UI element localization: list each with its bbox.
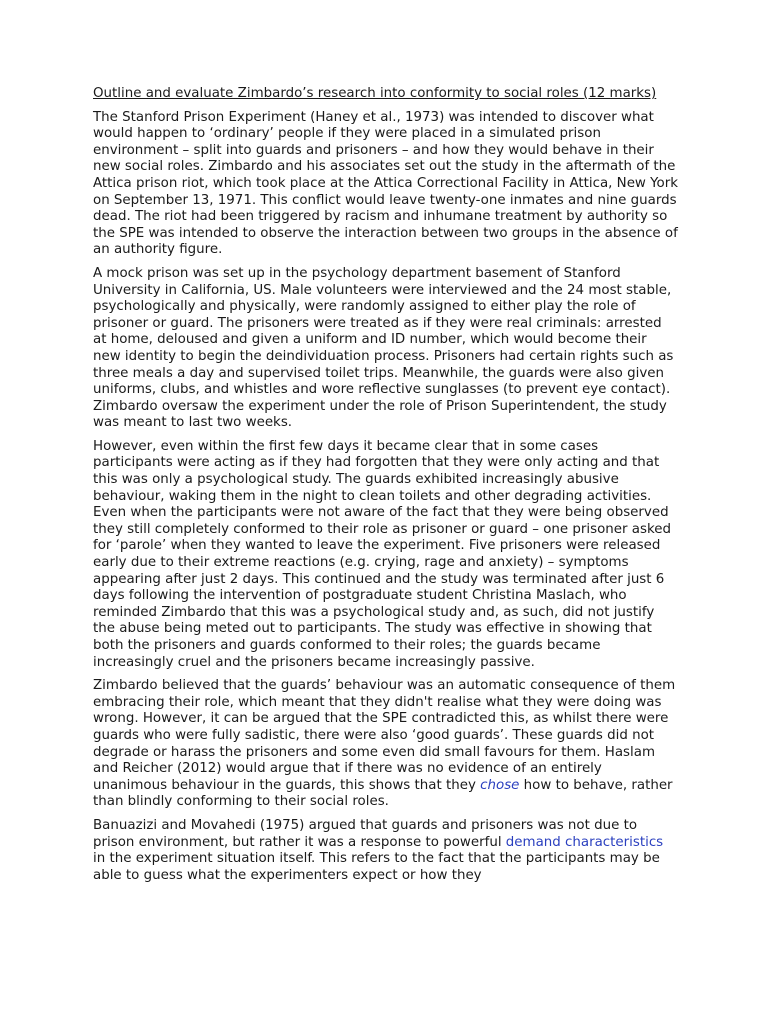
paragraph-5-text-start: Banuazizi and Movahedi (1975) argued that guards and prisoners was not due to prison environment, but rather it was a response to powerful	[93, 817, 638, 850]
demand-characteristics-link[interactable]: demand characteristics	[505, 834, 664, 850]
document-title: Outline and evaluate Zimbardo’s research into conformity to social roles (12 marks)	[93, 86, 657, 101]
paragraph-3: However, even within the first few days it became clear that in some cases participants were acting as if they had forgotten that they were only acting and that this was only a psychological study. The guards exhibited increasingly abusive behaviour, waking them in the night to clean toilets and other degrading activities. Even when the participants were not aware of the fact that they were being observed they still completely conformed to their role as prisoner or guard – one prisoner asked for ‘parole’ when they wanted to leave the experiment. Five prisoners were released early due to their extreme reactions (e.g. crying, rage and anxiety) – symptoms appearing after just 2 days. This continued and the study was terminated after just 6 days following the intervention of postgraduate student Christina Maslach, who reminded Zimbardo that this was a psychological study and, as such, did not justify the abuse being meted out to participants. The study was effective in showing that both the prisoners and guards conformed to their roles; the guards became increasingly cruel and the prisoners became increasingly passive.	[93, 438, 671, 670]
paragraph-4-text-end: how to behave, rather than blindly conforming to their social roles.	[93, 777, 673, 810]
document-page	[93, 86, 678, 891]
paragraph-1: The Stanford Prison Experiment (Haney et al., 1973) was intended to discover what would happen to ‘ordinary’ people if they were placed in a simulated prison environment – split into guards and prisoners – and how they would behave in their new social roles. Zimbardo and his associates set out the study in the aftermath of the Attica prison riot, which took place at the Attica Correctional Facility in Attica, New York on September 13, 1971. This conflict would leave twenty-one inmates and nine guards dead. The riot had been triggered by racism and inhumane treatment by authority so the SPE was intended to observe the interaction between two groups in the absence of an authority figure.	[93, 109, 678, 258]
paragraph-5	[93, 818, 678, 884]
paragraph-2: A mock prison was set up in the psychology department basement of Stanford University in California, US. Male volunteers were interviewed and the 24 most stable, psychologically and physically, were randomly assigned to either play the role of prisoner or guard. The prisoners were treated as if they were real criminals: arrested at home, deloused and given a uniform and ID number, which would become their new identity to begin the deindividuation process. Prisoners had certain rights such as three meals a day and supervised toilet trips. Meanwhile, the guards were also given uniforms, clubs, and whistles and wore reflective sunglasses (to prevent eye contact). Zimbardo oversaw the experiment under the role of Prison Superintendent, the study was meant to last two weeks.	[93, 265, 674, 431]
chose-emphasis-link[interactable]: chose	[480, 777, 520, 793]
paragraph-4-text-start: Zimbardo believed that the guards’ behaviour was an automatic consequence of them embracing their role, which meant that they didn't realise what they were doing was wrong. However, it can be argued that the SPE contradicted this, as whilst there were guards who were fully sadistic, there were also ‘good guards’. These guards did not degrade or harass the prisoners and some even did small favours for them. Haslam and Reicher (2012) would argue that if there was no evidence of an entirely unanimous behaviour in the guards, this shows that they	[93, 678, 676, 793]
paragraph-4	[93, 678, 678, 811]
paragraph-5-text-end: in the experiment situation itself. This refers to the fact that the participants may be able to guess what the experimenters expect or how they	[93, 851, 660, 883]
